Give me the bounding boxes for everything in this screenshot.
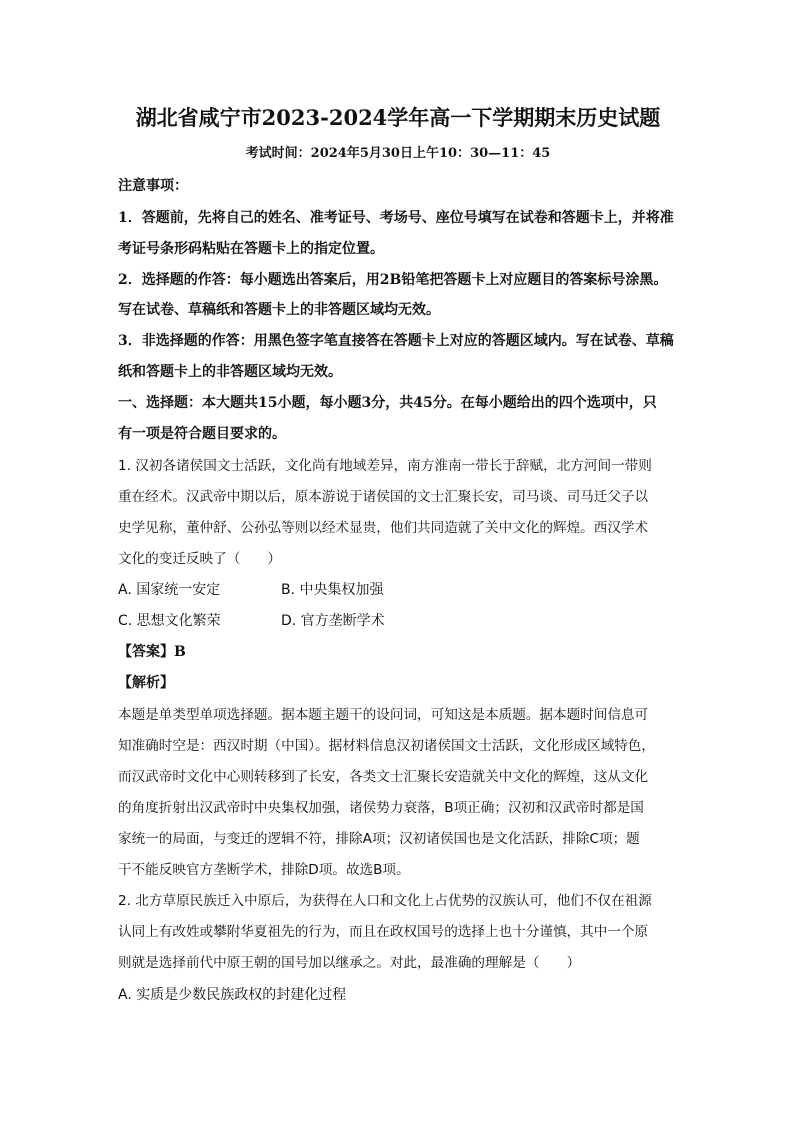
question-2-line: 2. 北方草原民族迁入中原后，为获得在人口和文化上占优势的汉族认可，他们不仅在祖源: [118, 893, 652, 909]
q1-analysis-line: 知准确时空是：西汉时期（中国）。据材料信息汉初诸侯国文士活跃，文化形成区域特色，: [118, 738, 655, 754]
doc-title: 湖北省咸宁市2023-2024学年高一下学期期末历史试题: [135, 105, 661, 130]
q1-analysis-line: 的角度折射出汉武帝时中央集权加强，诸侯势力衰落，B项正确；汉初和汉武帝时都是国: [118, 800, 644, 816]
question-2-line: 则就是选择前代中原王朝的国号加以继承之。对此，最准确的理解是（ ）: [118, 955, 581, 971]
q2-option-a: A. 实质是少数民族政权的封建化过程: [118, 987, 347, 1003]
question-1-line: 1. 汉初各诸侯国文士活跃，文化尚有地域差异，南方淮南一带长于辞赋，北方河间一带则: [118, 458, 652, 474]
section-heading-line: 一、选择题：本大题共15小题，每小题3分，共45分。在每小题给出的四个选项中，只: [118, 395, 657, 411]
exam-time: 考试时间：2024年5月30日上午10：30—11：45: [245, 146, 551, 161]
q1-option-a: A. 国家统一安定: [118, 582, 221, 598]
question-1-line: 文化的变迁反映了（ ）: [118, 551, 282, 567]
q1-analysis-line: 本题是单类型单项选择题。据本题主题干的设问词，可知这是本质题。据本题时间信息可: [118, 707, 649, 723]
q1-answer: 【答案】B: [118, 644, 186, 660]
q1-option-c: C. 思想文化繁荣: [118, 613, 221, 629]
q1-analysis-line: 而汉武帝时文化中心则转移到了长安，各类文士汇聚长安造就关中文化的辉煌，这从文化: [118, 769, 649, 785]
notice-line: 写在试卷、草稿纸和答题卡上的非答题区域均无效。: [118, 302, 440, 318]
notice-line: 纸和答题卡上的非答题区域均无效。: [118, 364, 342, 380]
notice-line: 3．非选择题的作答：用黑色签字笔直接答在答题卡上对应的答题区域内。写在试卷、草稿: [118, 333, 674, 349]
question-1-line: 史学见称，董仲舒、公孙弘等则以经术显贵，他们共同造就了关中文化的辉煌。西汉学术: [118, 520, 649, 536]
q1-option-d: D. 官方垄断学术: [281, 613, 385, 629]
notice-line: 考证号条形码粘贴在答题卡上的指定位置。: [118, 241, 384, 257]
question-2-line: 认同上有改姓或攀附华夏祖先的行为，而且在政权国号的选择上也十分谨慎，其中一个原: [118, 924, 649, 940]
q1-option-b: B. 中央集权加强: [281, 582, 384, 598]
notice-line: 2．选择题的作答：每小题选出答案后，用2B铅笔把答题卡上对应题目的答案标号涂黑。: [118, 272, 668, 288]
question-1-line: 重在经术。汉武帝中期以后，原本游说于诸侯国的文士汇聚长安，司马谈、司马迁父子以: [118, 489, 649, 505]
notice-line: 1．答题前，先将自己的姓名、准考证号、考场号、座位号填写在试卷和答题卡上，并将准: [118, 210, 674, 226]
q1-analysis-heading: 【解析】: [118, 675, 174, 691]
q1-analysis-line: 家统一的局面，与变迁的逻辑不符，排除A项；汉初诸侯国也是文化活跃，排除C项；题: [118, 831, 640, 847]
section-heading-line: 有一项是符合题目要求的。: [118, 426, 286, 442]
q1-analysis-line: 干不能反映官方垄断学术，排除D项。故选B项。: [118, 862, 410, 878]
notice-heading: 注意事项：: [118, 178, 188, 194]
